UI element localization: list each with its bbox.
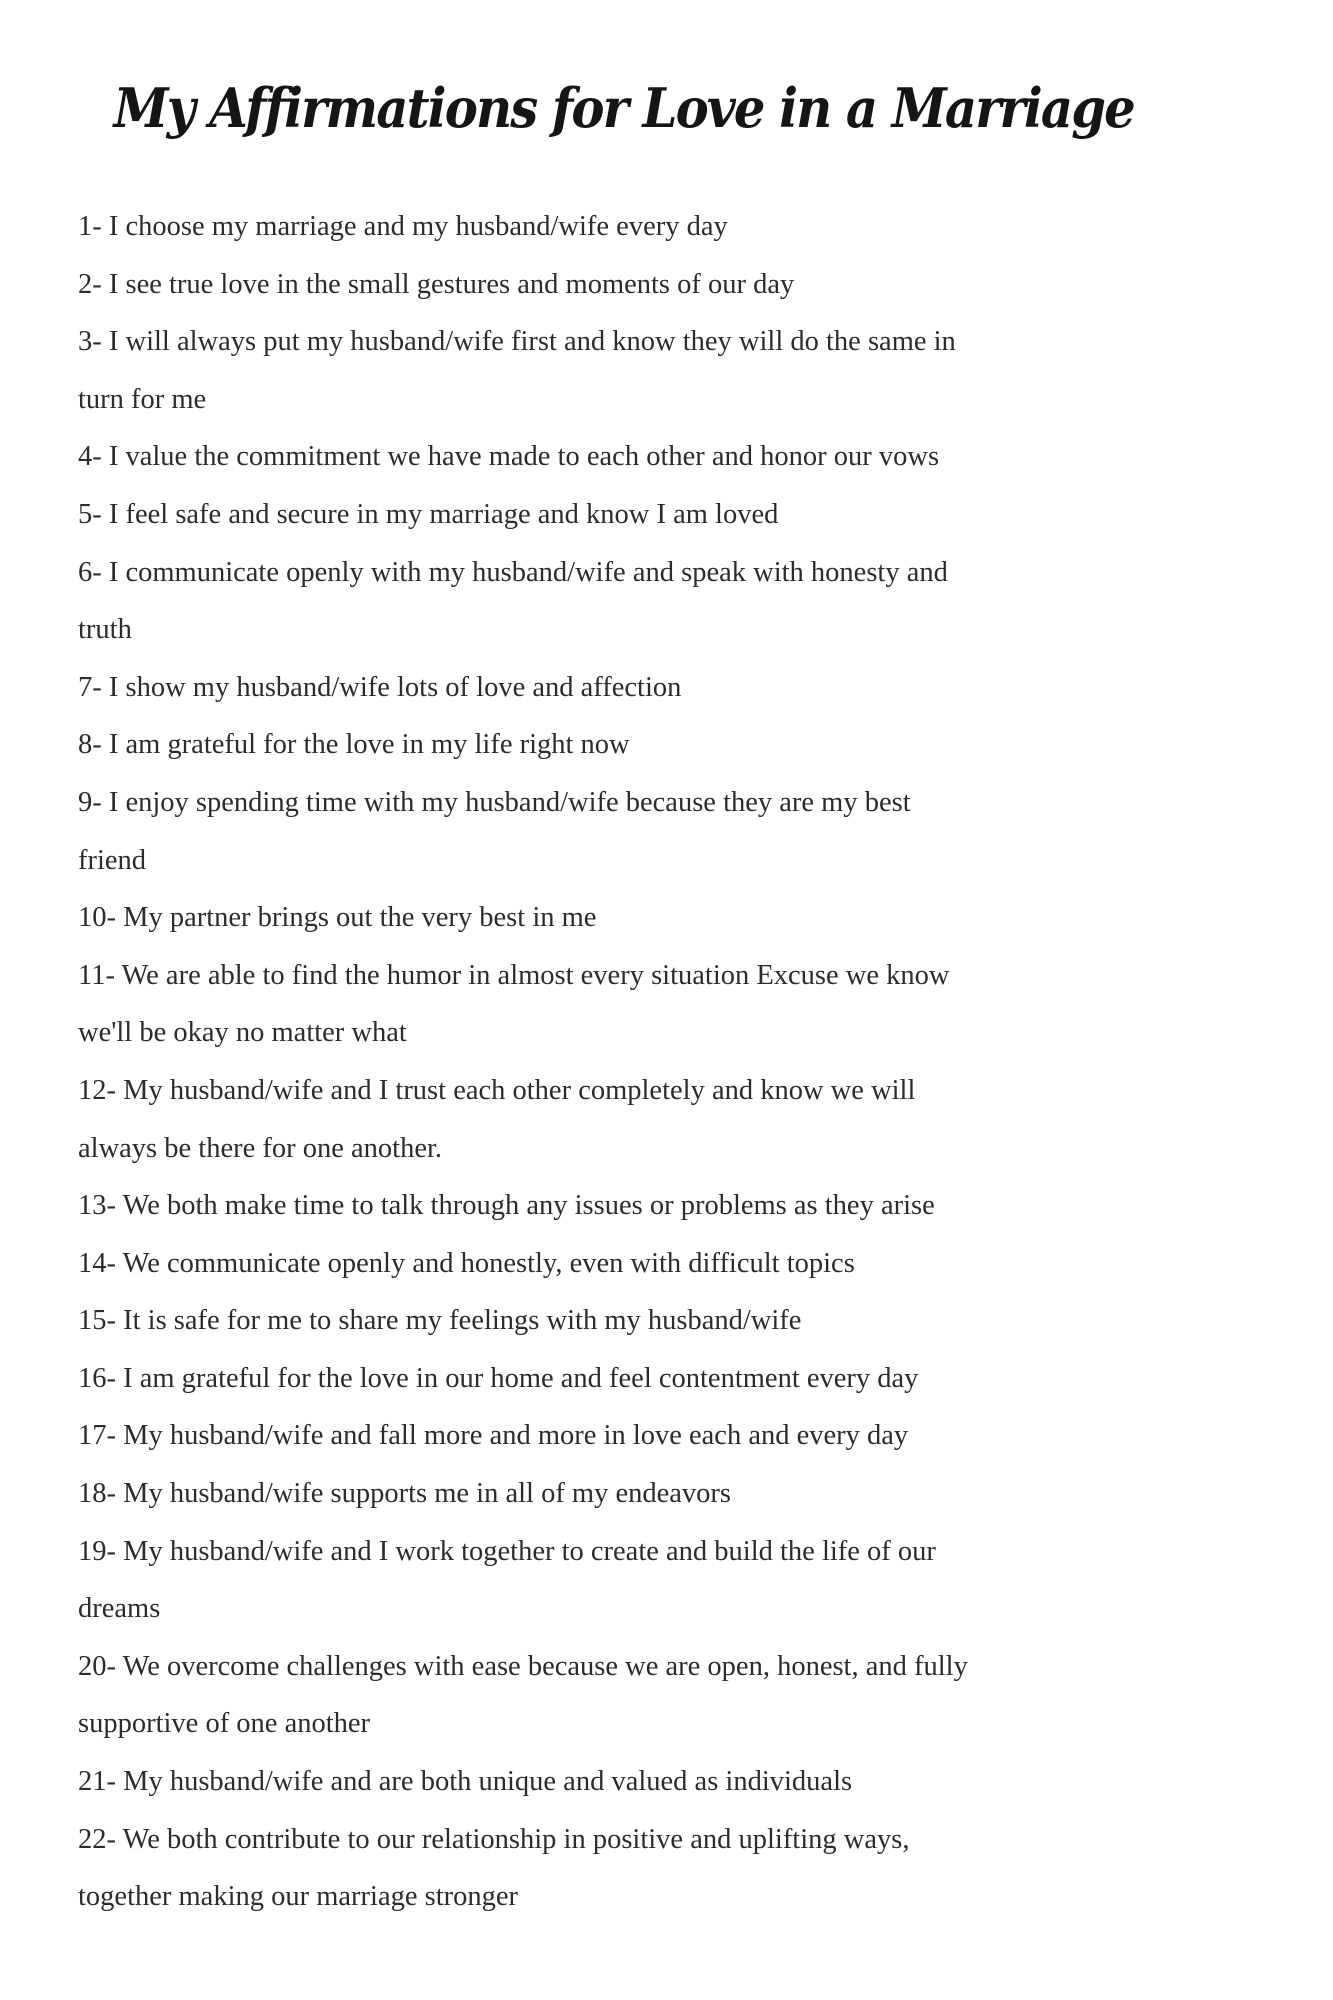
affirmation-item-21: 21- My husband/wife and are both unique and valued as individuals [78,1766,853,1798]
affirmation-item-20: 20- We overcome challenges with ease because we are open, honest, and fully supportive of one another [78,1650,968,1740]
affirmation-item-12: 12- My husband/wife and I trust each other completely and know we will always be there for one another. [78,1074,916,1164]
affirmation-item-10: 10- My partner brings out the very best in me [78,902,597,934]
affirmation-item-18: 18- My husband/wife supports me in all of my endeavors [78,1478,732,1510]
affirmation-item-3: 3- I will always put my husband/wife first and know they will do the same in turn for me [78,326,956,415]
affirmation-item-15: 15- It is safe for me to share my feelings with my husband/wife [78,1305,802,1337]
page-title: My Affirmations for Love in a Marriage [113,76,1134,140]
affirmation-item-5: 5- I feel safe and secure in my marriage and know I am loved [78,498,779,530]
affirmation-item-17: 17- My husband/wife and fall more and more in love each and every day [78,1420,909,1452]
affirmation-item-8: 8- I am grateful for the love in my life right now [78,729,630,761]
affirmation-item-4: 4- I value the commitment we have made to each other and honor our vows [78,441,940,473]
affirmation-item-9: 9- I enjoy spending time with my husband/wife because they are my best friend [78,786,911,876]
affirmation-item-14: 14- We communicate openly and honestly, even with difficult topics [78,1247,855,1279]
affirmation-item-11: 11- We are able to find the humor in almost every situation Excuse we know we'll be okay no matter what [78,959,950,1049]
affirmation-item-19: 19- My husband/wife and I work together to create and build the life of our dreams [78,1535,936,1625]
affirmation-item-7: 7- I show my husband/wife lots of love and affection [78,671,682,703]
affirmation-item-13: 13- We both make time to talk through any issues or problems as they arise [78,1190,935,1222]
affirmation-list [78,198,976,1926]
affirmation-item-1: 1- I choose my marriage and my husband/wife every day [78,211,728,242]
affirmation-item-16: 16- I am grateful for the love in our home and feel contentment every day [78,1362,919,1394]
affirmation-item-22: 22- We both contribute to our relationship in positive and uplifting ways, together making our marriage stronger [78,1823,910,1913]
affirmation-item-2: 2- I see true love in the small gestures and moments of our day [78,268,795,300]
affirmation-item-6: 6- I communicate openly with my husband/wife and speak with honesty and truth [78,556,948,646]
